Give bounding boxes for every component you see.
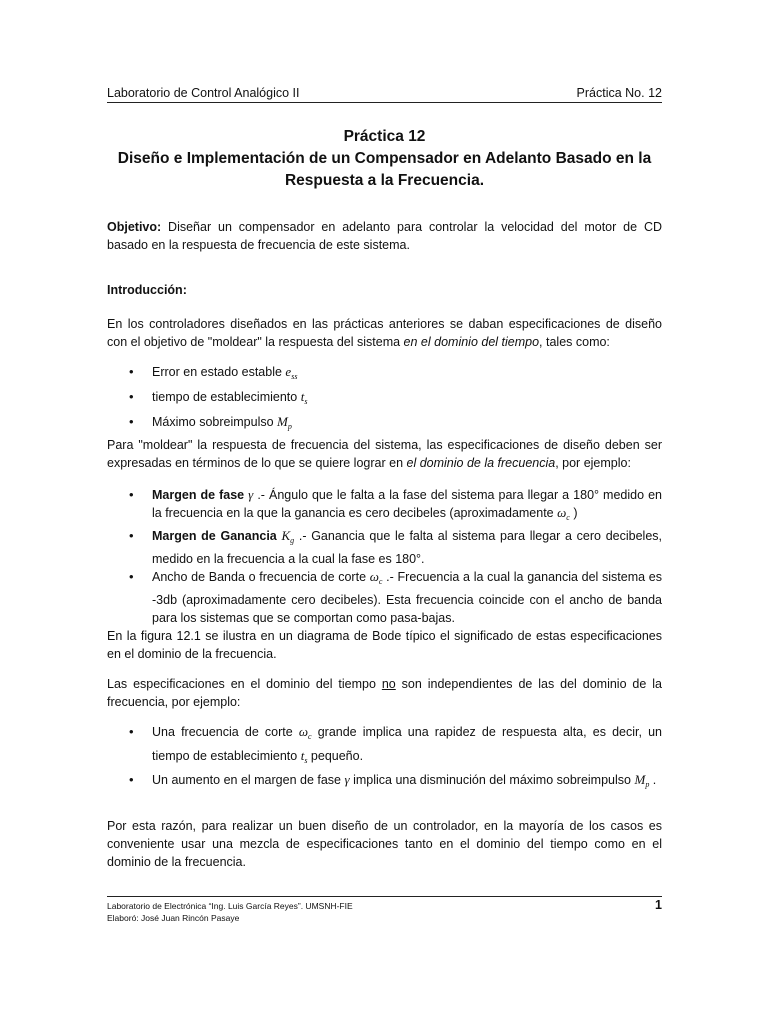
- intro-p4-tail: son independientes de las del dominio de la frecuencia, por ejemplo:: [107, 677, 662, 709]
- footer-line-1: Laboratorio de Electrónica “Ing. Luis García Reyes”. UMSNH-FIE: [107, 901, 353, 911]
- relation-text-end: .: [649, 773, 657, 787]
- frequency-spec-list: [107, 486, 662, 627]
- spec-text: .- Ganancia que le falta al sistema para llegar a cero decibeles, medido en la frecuencia a la cual la fase es 180°.: [152, 529, 663, 566]
- relation-text-end: pequeño.: [307, 749, 364, 763]
- list-item: [107, 362, 662, 387]
- list-item: [107, 387, 662, 412]
- list-item: [107, 486, 662, 527]
- spec-subscript: g: [290, 536, 295, 545]
- list-item: [107, 770, 662, 794]
- intro-p2-italic: el dominio de la frecuencia: [406, 456, 556, 470]
- intro-paragraph-5: Por esta razón, para realizar un buen diseño de un controlador, en la mayoría de los casos es conveniente usar una mezcla de especificaciones tanto en el dominio del tiempo como en el dominio de la frecuencia.: [107, 819, 662, 869]
- spec-text: .- Ángulo que le falta a la fase del sistema para llegar a 180° medido en la frecuencia en la que la ganancia es cero decibeles (aproximadamente: [152, 488, 662, 520]
- page-footer: [107, 896, 662, 924]
- spec-tail: ): [569, 506, 578, 520]
- intro-p2-text: Para "moldear" la respuesta de frecuencia del sistema, las especificaciones de diseño deben ser expresadas en términos de lo que se quiere lograr en: [107, 438, 662, 470]
- header-right: Práctica No. 12: [576, 86, 662, 100]
- time-domain-spec-list: [107, 362, 662, 437]
- spec-subscript: c: [378, 577, 383, 586]
- title-line-1: Práctica 12: [343, 128, 426, 145]
- spec-text: .- Frecuencia a la cual la ganancia del sistema es -3db (aproximadamente cero decibeles). Esta frecuencia coincide con el ancho de banda para los sistemas que se comportan como pasa-bajas.: [152, 570, 663, 625]
- page-header: [107, 86, 662, 103]
- relation-text-mid: grande implica una rapidez de respuesta alta, es decir, un tiempo de establecimiento: [152, 725, 662, 763]
- spec-symbol: ω: [369, 569, 379, 584]
- objective-paragraph: [107, 218, 662, 254]
- spec-label: Ancho de Banda o frecuencia de corte: [152, 570, 370, 584]
- relation-text: Una frecuencia de corte: [152, 725, 299, 739]
- intro-paragraph-3: En la figura 12.1 se ilustra en un diagrama de Bode típico el significado de estas especificaciones en el dominio de la frecuencia.: [107, 629, 662, 661]
- objective-text: Diseñar un compensador en adelanto para controlar la velocidad del motor de CD basado en la respuesta de frecuencia de este sistema.: [107, 220, 662, 252]
- spec-subscript: ss: [291, 372, 298, 381]
- list-item: [107, 722, 662, 770]
- intro-paragraph-4: [107, 675, 662, 711]
- header-left: Laboratorio de Control Analógico II: [107, 86, 300, 100]
- intro-p4-underlined: no: [381, 677, 396, 691]
- relation-text-mid: implica una disminución del máximo sobreimpulso: [349, 773, 635, 787]
- spec-subscript-2: c: [566, 513, 570, 522]
- spec-symbol: t: [300, 389, 305, 404]
- spec-symbol: M: [277, 414, 288, 429]
- page-number: 1: [655, 898, 662, 912]
- intro-p1-italic: en el dominio del tiempo: [403, 335, 540, 349]
- objective-label: Objetivo:: [107, 220, 162, 234]
- list-item: [107, 527, 662, 568]
- spec-text: Error en estado estable: [152, 365, 286, 379]
- relation-symbol-2: M: [634, 772, 646, 787]
- spec-subscript: s: [304, 397, 308, 406]
- spec-symbol: K: [281, 528, 291, 543]
- relation-subscript-2: s: [304, 756, 308, 765]
- relation-subscript-2: p: [645, 780, 650, 789]
- relation-symbol-2: t: [300, 748, 305, 763]
- spec-symbol: e: [285, 364, 292, 379]
- footer-line-2: Elaboró: José Juan Rincón Pasaye: [107, 913, 240, 923]
- relation-symbol: γ: [344, 772, 350, 787]
- title-line-2: Diseño e Implementación de un Compensador en Adelanto Basado en la: [117, 150, 652, 167]
- relation-list: [107, 722, 662, 794]
- document-title: [107, 126, 662, 192]
- relation-subscript: c: [308, 732, 312, 741]
- title-line-3: Respuesta a la Frecuencia.: [284, 172, 484, 189]
- spec-label: Margen de Ganancia: [152, 529, 282, 543]
- intro-p1-text: En los controladores diseñados en las prácticas anteriores se daban especificaciones de diseño con el objetivo de "moldear" la respuesta del sistema: [107, 317, 662, 349]
- spec-symbol: γ: [248, 487, 254, 502]
- spec-text: Máximo sobreimpulso: [152, 415, 278, 429]
- intro-p4-text: Las especificaciones en el dominio del tiempo: [107, 677, 382, 691]
- intro-paragraph-1: [107, 315, 662, 351]
- intro-p2-tail: , por ejemplo:: [555, 456, 631, 470]
- relation-text: Un aumento en el margen de fase: [152, 773, 345, 787]
- relation-symbol: ω: [298, 724, 309, 739]
- list-item: [107, 412, 662, 437]
- spec-label: Margen de fase: [152, 488, 249, 502]
- intro-paragraph-2: [107, 436, 662, 472]
- intro-p1-tail: , tales como:: [539, 335, 610, 349]
- intro-heading: Introducción:: [107, 283, 187, 297]
- spec-text: tiempo de establecimiento: [152, 390, 301, 404]
- spec-subscript: p: [287, 422, 292, 431]
- list-item: [107, 568, 662, 627]
- spec-symbol-2: ω: [557, 505, 567, 520]
